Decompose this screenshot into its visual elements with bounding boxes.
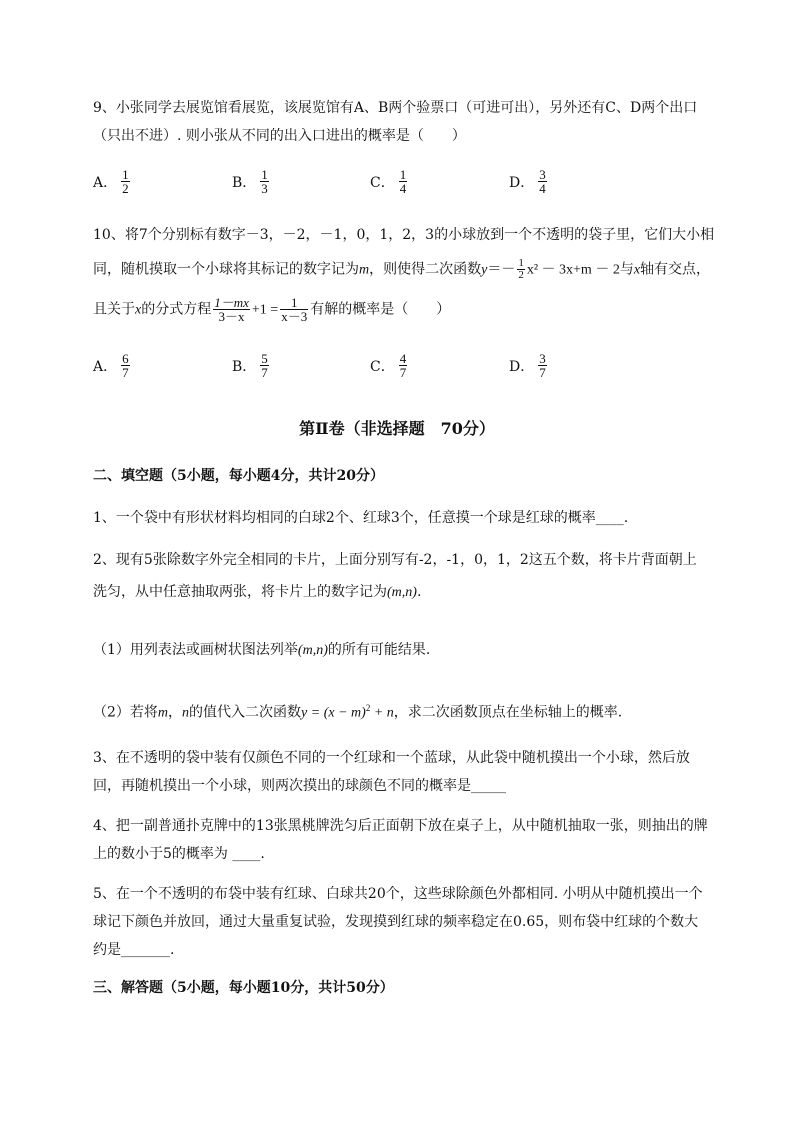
part2-title: 第Ⅱ卷（非选择题 70分） [299, 419, 495, 438]
fill-q1: 1、一个袋中有形状材料均相同的白球2个、红球3个，任意摸一个球是红球的概率____. [93, 510, 629, 526]
q10-line1: 10、将7个分别标有数字－3，－2，－1，0，1，2，3的小球放到一个不透明的袋子里，它们大小相 [93, 227, 715, 243]
q10-option-d: D． $\frac{3}{7}$ [509, 351, 546, 380]
q9-option-b: B． $\frac{1}{3}$ [232, 167, 268, 196]
q9-option-a: A． $\frac{1}{2}$ [93, 167, 129, 196]
section2-heading: 二、填空题（5小题，每小题4分，共计20分） [93, 468, 384, 484]
fill-q3-line1: 3、在不透明的袋中装有仅颜色不同的一个红球和一个蓝球，从此袋中随机摸出一个小球，然后放 [93, 750, 690, 766]
fill-q2-sub1: （1）用列表法或画树状图法列举(m,n)的所有可能结果. [93, 642, 431, 658]
q10-option-b: B． $\frac{5}{7}$ [232, 351, 268, 380]
q10-line2: 同，随机摸取一个小球将其标记的数字记为m，则使得二次函数y＝－ $\frac{1}{2}$ x² － 3x+m － 2与x轴有交点， [93, 257, 711, 281]
fill-q5-line3: 约是_______. [93, 942, 175, 958]
fill-q4-line1: 4、把一副普通扑克牌中的13张黑桃牌洗匀后正面朝下放在桌子上，从中随机抽取一张，则抽出的牌 [93, 818, 708, 834]
q9-line1: 9、小张同学去展览馆看展览，该展览馆有A、B两个验票口（可进可出），另外还有C、D两个出口 [93, 100, 698, 116]
q9-option-c: C． $\frac{1}{4}$ [370, 167, 407, 196]
fill-q5-line1: 5、在一个不透明的布袋中装有红球、白球共20个，这些球除颜色外都相同. 小明从中随机摸出一个 [93, 886, 703, 902]
q9-option-d: D． $\frac{3}{4}$ [509, 167, 546, 196]
fill-q3-line2: 回，再随机摸出一个小球，则两次摸出的球颜色不同的概率是_____ [93, 778, 506, 794]
fill-q2-line1: 2、现有5张除数字外完全相同的卡片，上面分别写有-2，-1，0，1，2这五个数，将卡片背面朝上 [93, 552, 697, 568]
q10-line3: 且关于x的分式方程 $\frac{1-mx}{3-x}$ +1 = $\frac{1}{x-3}$ 有解的概率是（ ） [93, 295, 451, 324]
fill-q5-line2: 球记下颜色并放回，通过大量重复试验，发现摸到红球的频率稳定在0.65，则布袋中红球的个数大 [93, 914, 699, 930]
q9-line2: （只出不进）. 则小张从不同的出入口进出的概率是（ ） [93, 128, 466, 144]
q10-option-c: C． $\frac{4}{7}$ [370, 351, 407, 380]
fill-q2-line2: 洗匀，从中任意抽取两张，将卡片上的数字记为(m,n). [93, 584, 422, 600]
q10-option-a: A． $\frac{6}{7}$ [93, 351, 129, 380]
section3-heading: 三、解答题（5小题，每小题10分，共计50分） [93, 980, 394, 996]
fill-q2-sub2: （2）若将m，n的值代入二次函数$y = (x - m)^2 + n$，求二次函数顶点在坐标轴上的概率. [93, 703, 623, 721]
fill-q4-line2: 上的数小于5的概率为 ____. [93, 846, 265, 862]
